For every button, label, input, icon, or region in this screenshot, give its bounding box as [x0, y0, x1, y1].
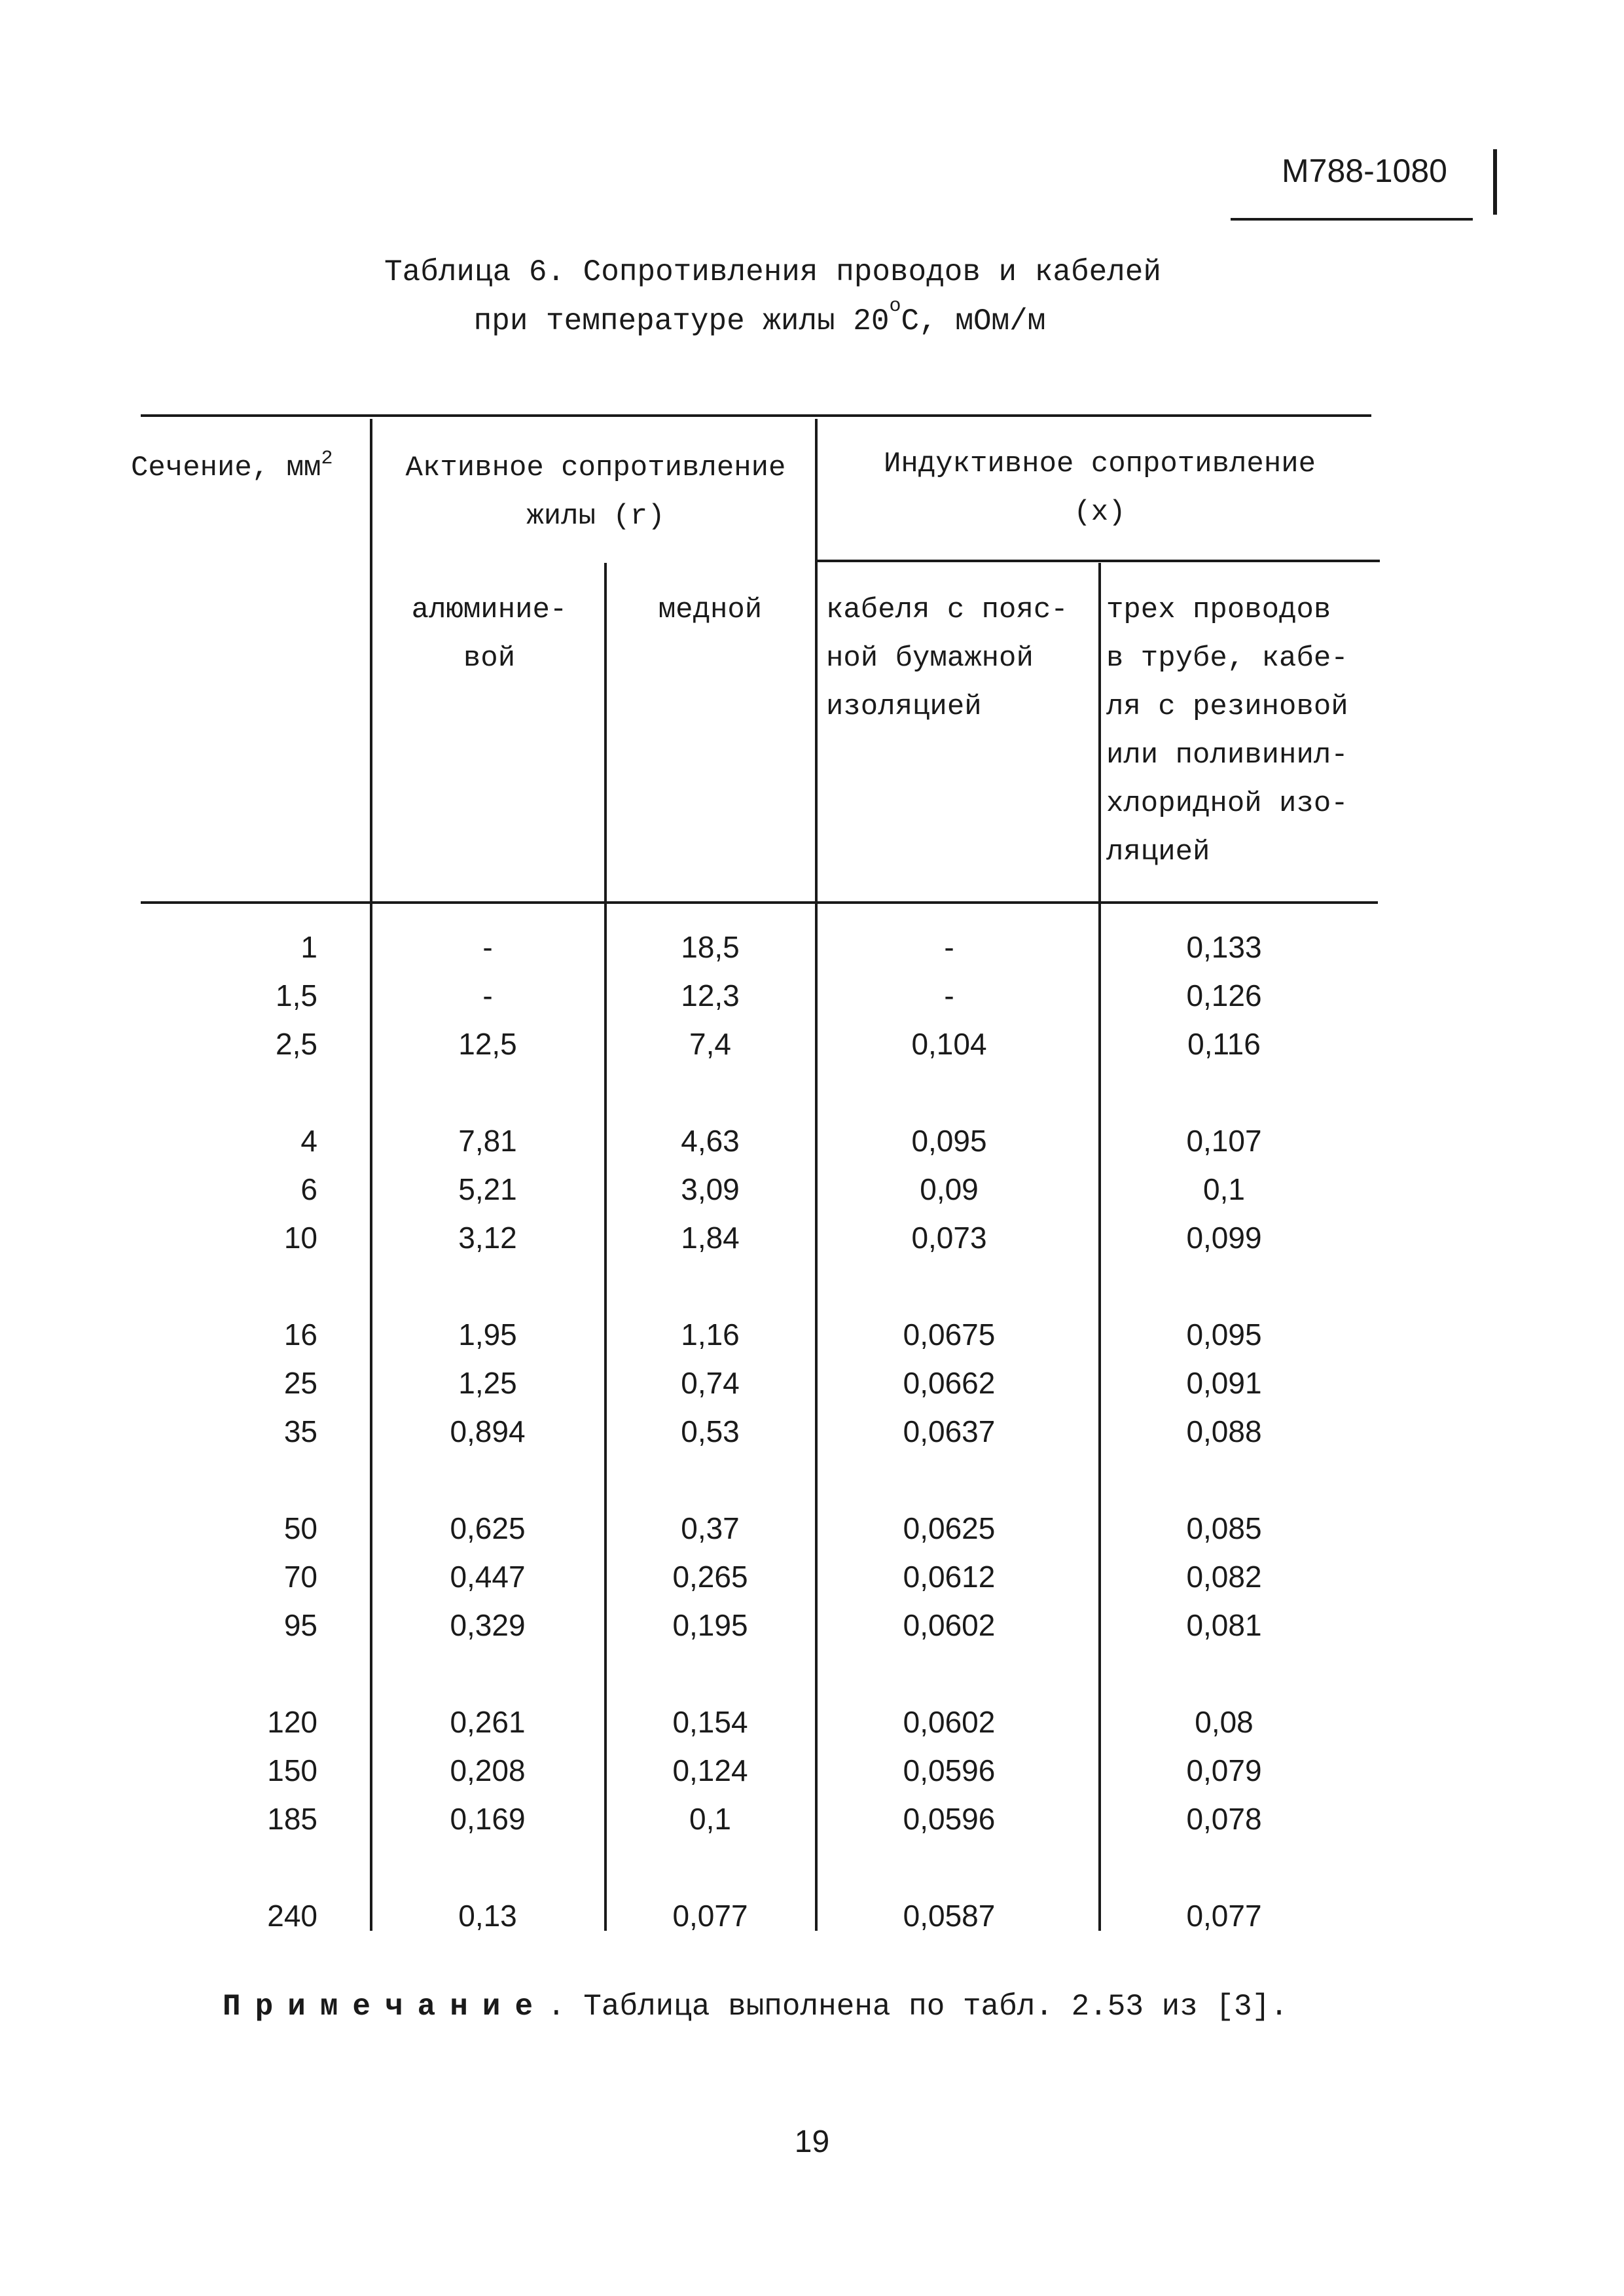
cell-cu: 0,53 [681, 1414, 740, 1448]
header-section-text: Сечение, мм [131, 452, 321, 484]
header-active-l2: жилы (r) [526, 500, 665, 533]
header-inductive-l1: Индуктивное сопротивление [883, 448, 1316, 480]
cell-al: 0,261 [450, 1705, 526, 1739]
cell-cu: 1,84 [681, 1221, 740, 1255]
header-copper [609, 586, 812, 634]
cell-cu: 4,63 [681, 1124, 740, 1158]
cell-section: 10 [283, 1221, 317, 1255]
cell-belt: 0,0596 [903, 1753, 996, 1787]
cell-belt: 0,09 [920, 1172, 979, 1206]
cell-al: 3,12 [458, 1221, 517, 1255]
header-belt-l2: ной бумажной [826, 642, 1034, 675]
cell-belt: 0,0602 [903, 1608, 996, 1642]
header-copper-text: медной [658, 594, 763, 626]
cell-cu: 0,124 [672, 1753, 748, 1787]
cell-cu: 1,16 [681, 1318, 740, 1352]
cell-al: 7,81 [458, 1124, 517, 1158]
cell-belt: - [944, 978, 954, 1013]
cell-three: 0,133 [1186, 930, 1262, 964]
cell-three: 0,126 [1186, 978, 1262, 1013]
cell-belt: 0,095 [911, 1124, 987, 1158]
cell-al: 5,21 [458, 1172, 517, 1206]
cell-belt: 0,0637 [903, 1414, 996, 1448]
header-three-l6: ляцией [1106, 836, 1210, 869]
header-belt-insulation [826, 586, 1068, 731]
cell-three: 0,078 [1186, 1802, 1262, 1836]
header-section [131, 444, 333, 492]
page-number: 19 [794, 2125, 830, 2159]
cell-three: 0,107 [1186, 1124, 1262, 1158]
cell-three: 0,077 [1186, 1899, 1262, 1933]
cell-al: 0,894 [450, 1414, 526, 1448]
header-belt-l3: изоляцией [826, 691, 982, 723]
cell-cu: 0,077 [672, 1899, 748, 1933]
table-title-line2 [0, 295, 1572, 338]
table-top-rule [141, 414, 1371, 417]
title-line2-text: при температуре жилы 20 [473, 304, 890, 338]
cell-al: 0,13 [458, 1899, 517, 1933]
col-divider-4 [1098, 563, 1101, 1931]
cell-cu: 12,3 [681, 978, 740, 1013]
cell-al: - [482, 930, 493, 964]
header-active-l1: Активное сопротивление [405, 452, 786, 484]
cell-section: 185 [267, 1802, 317, 1836]
cell-three: 0,082 [1186, 1560, 1262, 1594]
header-section-sup: 2 [321, 448, 333, 470]
cell-al: 0,169 [450, 1802, 526, 1836]
header-belt-l1: кабеля с пояс- [826, 594, 1068, 626]
cell-al: 0,625 [450, 1511, 526, 1545]
code-vertical-bar [1493, 149, 1497, 215]
cell-al: 12,5 [458, 1027, 517, 1061]
header-inductive-l2: (x) [1074, 496, 1126, 529]
header-three-l2: в трубе, кабе- [1106, 642, 1348, 675]
cell-belt: 0,0612 [903, 1560, 996, 1594]
cell-cu: 3,09 [681, 1172, 740, 1206]
inductive-sub-rule [817, 560, 1380, 562]
header-three-l1: трех проводов [1106, 594, 1331, 626]
cell-three: 0,095 [1186, 1318, 1262, 1352]
cell-section: 4 [300, 1124, 317, 1158]
cell-three: 0,099 [1186, 1221, 1262, 1255]
cell-section: 16 [283, 1318, 317, 1352]
cell-al: - [482, 978, 493, 1013]
header-aluminum-l2: вой [463, 642, 516, 675]
cell-al: 1,25 [458, 1366, 517, 1400]
table-note [223, 1990, 1288, 2024]
table-title-line1: Таблица 6. Сопротивления проводов и кабелей [384, 255, 1161, 289]
cell-section: 70 [283, 1560, 317, 1594]
header-aluminum-l1: алюминие- [411, 594, 568, 626]
cell-belt: 0,0587 [903, 1899, 996, 1933]
header-three-l5: хлоридной изо- [1106, 787, 1348, 820]
cell-belt: - [944, 930, 954, 964]
cell-belt: 0,0596 [903, 1802, 996, 1836]
cell-belt: 0,0625 [903, 1511, 996, 1545]
cell-three: 0,081 [1186, 1608, 1262, 1642]
col-divider-3 [815, 419, 818, 1931]
cell-section: 120 [267, 1705, 317, 1739]
code-underline [1231, 218, 1473, 221]
degree-sup: о [889, 295, 901, 317]
header-three-l3: ля с резиновой [1106, 691, 1348, 723]
cell-three: 0,088 [1186, 1414, 1262, 1448]
cell-section: 25 [283, 1366, 317, 1400]
cell-section: 240 [267, 1899, 317, 1933]
cell-section: 1 [300, 930, 317, 964]
cell-three: 0,091 [1186, 1366, 1262, 1400]
cell-cu: 18,5 [681, 930, 740, 964]
cell-belt: 0,0602 [903, 1705, 996, 1739]
cell-three: 0,116 [1187, 1027, 1261, 1061]
cell-cu: 7,4 [689, 1027, 731, 1061]
cell-cu: 0,37 [681, 1511, 740, 1545]
cell-three: 0,085 [1186, 1511, 1262, 1545]
cell-belt: 0,104 [911, 1027, 987, 1061]
header-bottom-rule [141, 901, 1378, 904]
cell-cu: 0,195 [672, 1608, 748, 1642]
cell-section: 2,5 [276, 1027, 317, 1061]
cell-belt: 0,0675 [903, 1318, 996, 1352]
cell-section: 150 [267, 1753, 317, 1787]
header-three-wires [1106, 586, 1348, 876]
cell-al: 1,95 [458, 1318, 517, 1352]
cell-section: 1,5 [276, 978, 317, 1013]
header-aluminum [376, 586, 602, 683]
cell-cu: 0,154 [672, 1705, 748, 1739]
col-divider-2 [604, 563, 607, 1931]
cell-three: 0,1 [1203, 1172, 1245, 1206]
header-three-l4: или поливинил- [1106, 739, 1348, 772]
col-divider-1 [370, 419, 372, 1931]
cell-al: 0,208 [450, 1753, 526, 1787]
cell-section: 50 [283, 1511, 317, 1545]
cell-three: 0,079 [1186, 1753, 1262, 1787]
cell-cu: 0,74 [681, 1366, 740, 1400]
document-code: M788-1080 [1282, 152, 1447, 189]
note-label: Примечание [223, 1990, 548, 2024]
title-line2-unit: С, мОм/м [901, 304, 1046, 338]
note-text: . Таблица выполнена по табл. 2.53 из [3]. [547, 1990, 1288, 2024]
cell-section: 95 [283, 1608, 317, 1642]
header-active [380, 444, 812, 541]
cell-section: 6 [300, 1172, 317, 1206]
cell-cu: 0,265 [672, 1560, 748, 1594]
cell-al: 0,447 [450, 1560, 526, 1594]
cell-belt: 0,073 [911, 1221, 987, 1255]
cell-al: 0,329 [450, 1608, 526, 1642]
cell-cu: 0,1 [689, 1802, 731, 1836]
cell-three: 0,08 [1195, 1705, 1254, 1739]
cell-section: 35 [283, 1414, 317, 1448]
cell-belt: 0,0662 [903, 1366, 996, 1400]
header-inductive [825, 440, 1375, 537]
